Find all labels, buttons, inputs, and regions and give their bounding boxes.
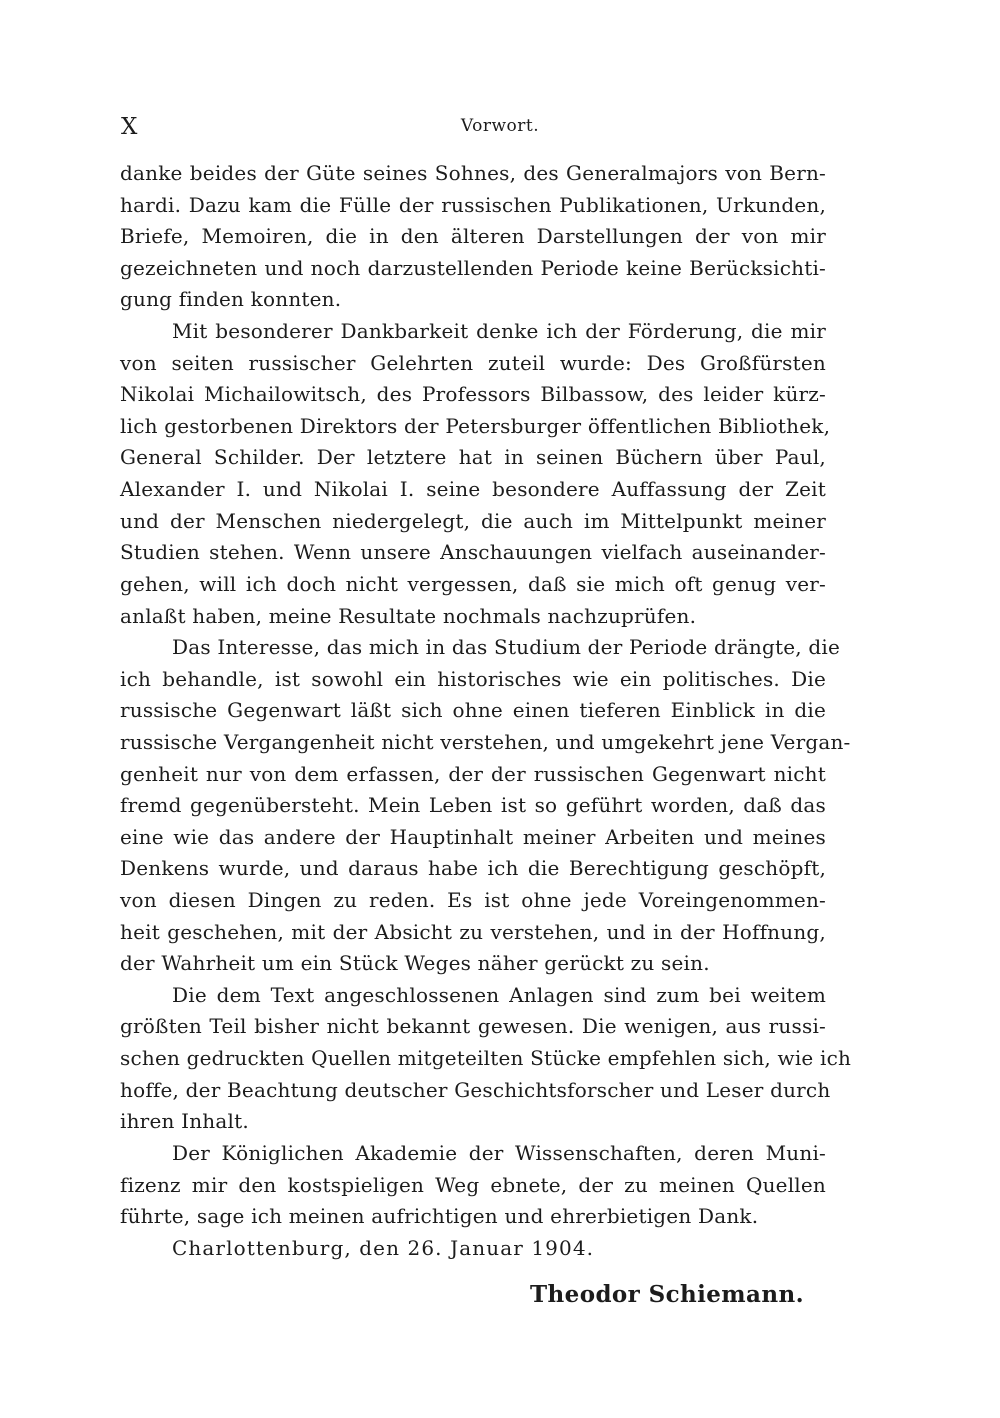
author-signature: Theodor Schiemann.	[530, 1281, 804, 1308]
text-line: genheit nur von dem erfassen, der der russischen Gegenwart nicht	[120, 761, 826, 786]
text-line: fremd gegenübersteht. Mein Leben ist so geführt worden, daß das	[120, 793, 826, 818]
text-line: schen gedruckten Quellen mitgeteilten Stücke empfehlen sich, wie ich	[120, 1046, 852, 1071]
text-line: lich gestorbenen Direktors der Petersburger öffentlichen Bibliothek,	[120, 413, 831, 438]
text-line: von diesen Dingen zu reden. Es ist ohne jede Voreingenommen-	[120, 888, 826, 913]
text-line: ihren Inhalt.	[120, 1109, 249, 1134]
text-line: gung finden konnten.	[120, 287, 342, 312]
text-line: Das Interesse, das mich in das Studium der Periode drängte, die	[172, 635, 841, 660]
running-title: Vorwort.	[460, 116, 540, 136]
body-text	[120, 158, 852, 1264]
text-line: Alexander I. und Nikolai I. seine besondere Auffassung der Zeit	[120, 477, 826, 502]
text-line: hoffe, der Beachtung deutscher Geschichtsforscher und Leser durch	[120, 1077, 831, 1102]
dateline: Charlottenburg, den 26. Januar 1904.	[172, 1235, 595, 1260]
text-line: und der Menschen niedergelegt, die auch im Mittelpunkt meiner	[120, 508, 826, 533]
text-line: russische Gegenwart läßt sich ohne einen tieferen Einblick in die	[120, 698, 826, 723]
text-line: Briefe, Memoiren, die in den älteren Darstellungen der von mir	[120, 224, 826, 249]
text-line: Studien stehen. Wenn unsere Anschauungen vielfach auseinander-	[120, 540, 826, 565]
text-line: Nikolai Michailowitsch, des Professors Bilbassow, des leider kürz-	[120, 382, 826, 407]
text-line: fizenz mir den kostspieligen Weg ebnete, der zu meinen Quellen	[120, 1172, 826, 1197]
text-line: ich behandle, ist sowohl ein historisches wie ein politisches. Die	[120, 666, 826, 691]
text-line: anlaßt haben, meine Resultate nochmals nachzuprüfen.	[120, 603, 697, 628]
text-line: führte, sage ich meinen aufrichtigen und ehrerbietigen Dank.	[120, 1204, 759, 1229]
text-line: russische Vergangenheit nicht verstehen, und umgekehrt jene Vergan-	[120, 729, 851, 754]
text-line: heit geschehen, mit der Absicht zu verstehen, und in der Hoffnung,	[120, 919, 826, 944]
text-line: der Wahrheit um ein Stück Weges näher gerückt zu sein.	[120, 951, 710, 976]
text-line: Die dem Text angeschlossenen Anlagen sind zum bei weitem	[172, 982, 826, 1007]
text-line: Mit besonderer Dankbarkeit denke ich der Förderung, die mir	[172, 319, 826, 344]
text-line: gezeichneten und noch darzustellenden Periode keine Berücksichti-	[120, 255, 826, 280]
page-number: X	[121, 114, 138, 140]
text-line: Der Königlichen Akademie der Wissenschaften, deren Muni-	[172, 1140, 826, 1165]
text-line: Denkens wurde, und daraus habe ich die Berechtigung geschöpft,	[120, 856, 826, 881]
text-line: General Schilder. Der letztere hat in seinen Büchern über Paul,	[120, 445, 826, 470]
text-line: größten Teil bisher nicht bekannt gewesen. Die wenigen, aus russi-	[120, 1014, 826, 1039]
text-line: danke beides der Güte seines Sohnes, des Generalmajors von Bern-	[120, 161, 826, 185]
text-line: von seiten russischer Gelehrten zuteil wurde: Des Großfürsten	[120, 350, 826, 375]
text-line: eine wie das andere der Hauptinhalt meiner Arbeiten und meines	[120, 824, 826, 849]
text-line: gehen, will ich doch nicht vergessen, daß sie mich oft genug ver-	[120, 571, 826, 596]
text-line: hardi. Dazu kam die Fülle der russischen Publikationen, Urkunden,	[120, 192, 826, 217]
